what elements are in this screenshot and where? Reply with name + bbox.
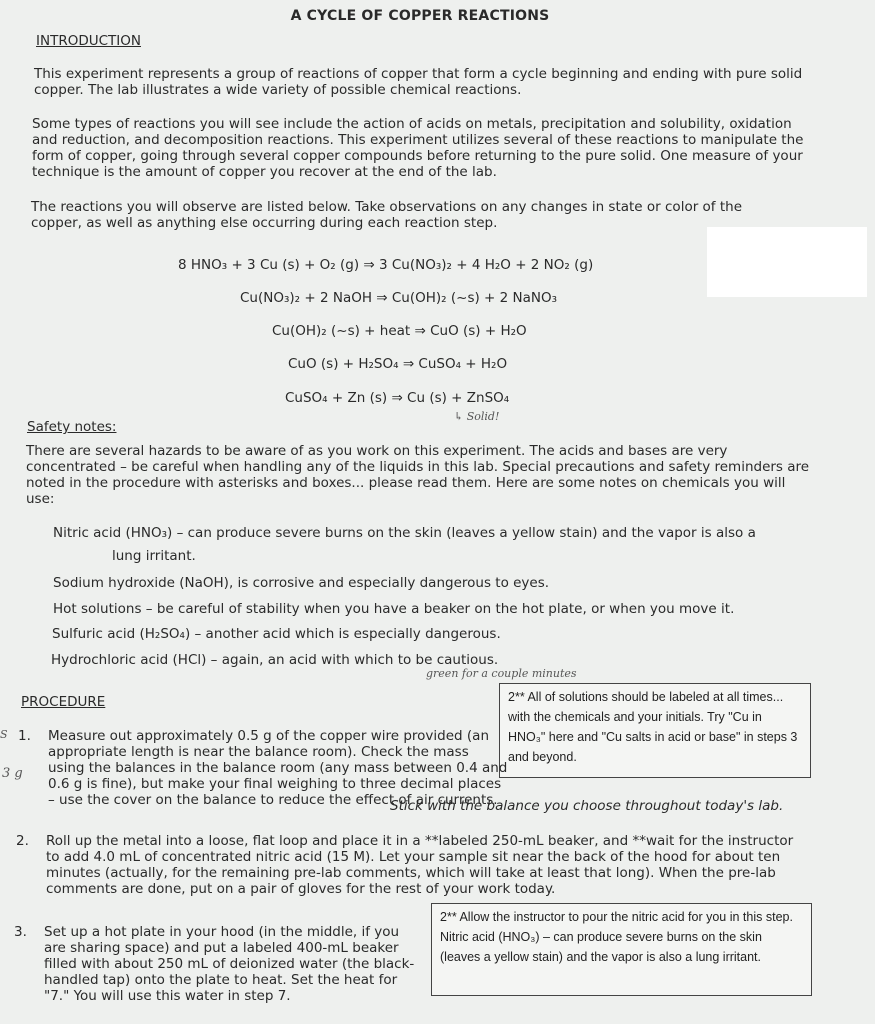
intro-paragraph-3: The reactions you will observe are listed below. Take observations on any changes in state or color of the copper, as well as anything else occurring during each reaction step. xyxy=(31,199,742,231)
equation-3: Cu(OH)₂ (~s) + heat ⇒ CuO (s) + H₂O xyxy=(272,323,527,339)
intro-paragraph-1: This experiment represents a group of reactions of copper that form a cycle beginning and ending with pure solid copper. The lab illustrates a wide variety of possible chemical reactions. xyxy=(34,66,803,98)
procedure-note-box-1: 2** All of solutions should be labeled at all times... with the chemicals and your initials. Try "Cu in HNO₃" here and "Cu salts in acid or base" in steps 3 and beyond. xyxy=(499,683,811,778)
handwritten-green-note: green for a couple minutes xyxy=(426,667,577,680)
safety-item-hot: Hot solutions – be careful of stability when you have a beaker on the hot plate, or when you move it. xyxy=(53,601,735,617)
safety-item-sulfuric: Sulfuric acid (H₂SO₄) – another acid which is especially dangerous. xyxy=(52,626,501,642)
safety-item-nitric-cont: lung irritant. xyxy=(112,548,196,564)
equation-2: Cu(NO₃)₂ + 2 NaOH ⇒ Cu(OH)₂ (~s) + 2 NaNO₃ xyxy=(240,290,558,306)
step-2-text: Roll up the metal into a loose, flat loop and place it in a **labeled 250-mL beaker, and **wait for the instructor to add 4.0 mL of concentrated nitric acid (15 M). Let your sample sit near the back of the hood for about ten minutes (actually, for the remaining pre-lab comments, which will take at least that long). When the pre-lab comments are done, put on a pair of gloves for the rest of your work today. xyxy=(46,833,794,897)
safety-intro: There are several hazards to be aware of as you work on this experiment. The acids and bases are very concentrated – be careful when handling any of the liquids in this lab. Special precautions and safety reminders are noted in the procedure with asterisks and boxes... please read them. Here are some notes on chemicals you will use: xyxy=(26,443,810,507)
step-2-number: 2. xyxy=(16,833,29,849)
procedure-note-box-2: 2** Allow the instructor to pour the nitric acid for you in this step. Nitric acid (HNO₃) – can produce severe burns on the skin (leaves a yellow stain) and the vapor is also a lung irritant. xyxy=(431,903,812,996)
step-1-text: Measure out approximately 0.5 g of the copper wire provided (an appropriate length is near the balance room). Check the mass using the balances in the balance room (any mass between 0.4 and 0.6 g is fine), but make your final weighing to three decimal places – use the cover on the balance to reduce the effect of air currents. xyxy=(48,728,508,808)
safety-item-hcl: Hydrochloric acid (HCl) – again, an acid with which to be cautious. xyxy=(51,652,499,668)
safety-item-naoh: Sodium hydroxide (NaOH), is corrosive and especially dangerous to eyes. xyxy=(53,575,550,591)
safety-item-nitric: Nitric acid (HNO₃) – can produce severe burns on the skin (leaves a yellow stain) and the vapor is also a xyxy=(53,525,756,541)
handwritten-margin-1: S xyxy=(0,728,8,741)
step-1-italic-note: Stick with the balance you choose throughout today's lab. xyxy=(390,798,784,814)
introduction-heading: INTRODUCTION xyxy=(36,33,141,49)
intro-paragraph-2: Some types of reactions you will see include the action of acids on metals, precipitation and solubility, oxidation and reduction, and decomposition reactions. This experiment utilizes several of these reactions to manipulate the form of copper, going through several copper compounds before returning to the pure solid. One measure of your technique is the amount of copper you recover at the end of the lab. xyxy=(32,116,804,180)
safety-heading: Safety notes: xyxy=(27,419,117,435)
redaction-box xyxy=(707,227,867,297)
step-1-number: 1. xyxy=(18,728,31,744)
procedure-step-2 xyxy=(16,833,806,897)
step-3-text: Set up a hot plate in your hood (in the middle, if you are sharing space) and put a labeled 400-mL beaker filled with about 250 mL of deionized water (the black-handled tap) onto the plate to heat. Set the heat for "7." You will use this water in step 7. xyxy=(44,924,415,1004)
equation-4: CuO (s) + H₂SO₄ ⇒ CuSO₄ + H₂O xyxy=(288,356,508,372)
handwritten-margin-3g: 3 g xyxy=(2,766,23,781)
page-title: A CYCLE OF COPPER REACTIONS xyxy=(290,8,550,24)
equation-1: 8 HNO₃ + 3 Cu (s) + O₂ (g) ⇒ 3 Cu(NO₃)₂ + 4 H₂O + 2 NO₂ (g) xyxy=(178,257,594,273)
procedure-heading: PROCEDURE xyxy=(21,694,106,710)
handwritten-solid-note: ↳ Solid! xyxy=(454,410,500,423)
procedure-step-3 xyxy=(14,924,416,1004)
equation-5: CuSO₄ + Zn (s) ⇒ Cu (s) + ZnSO₄ xyxy=(285,390,510,406)
step-3-number: 3. xyxy=(14,924,27,940)
